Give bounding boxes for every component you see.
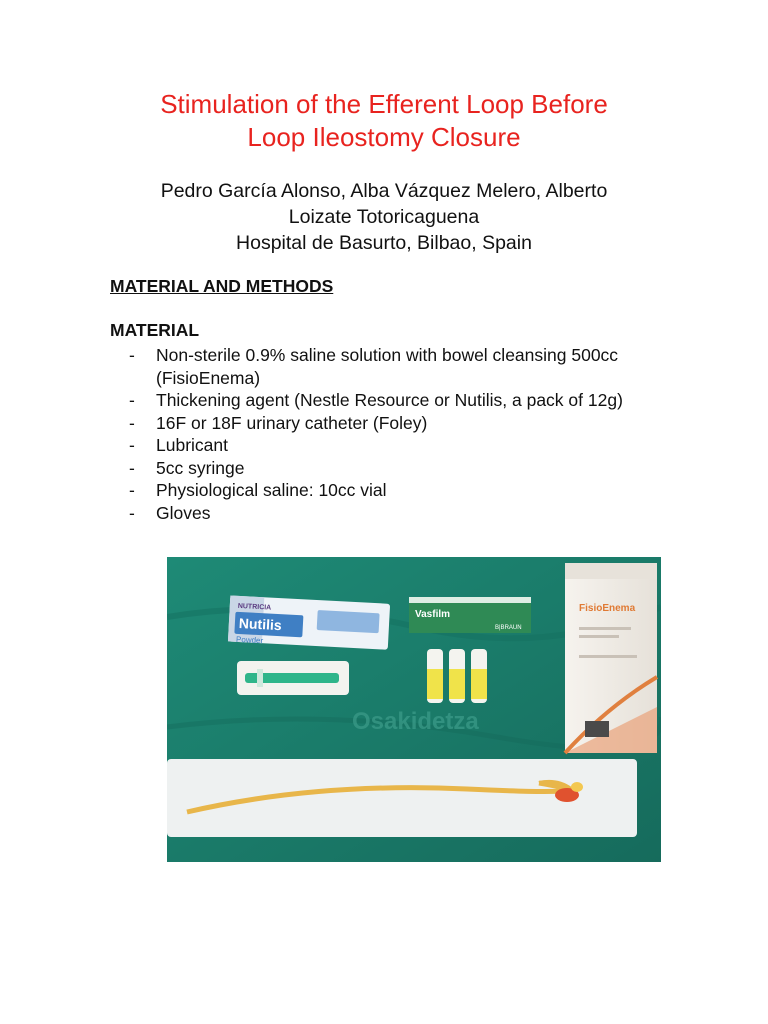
author-block <box>40 178 728 256</box>
fisioenema-box <box>565 563 657 753</box>
vasfilm-box <box>409 597 531 633</box>
list-item-text: 16F or 18F urinary catheter (Foley) <box>156 412 428 433</box>
affiliation: Hospital de Basurto, Bilbao, Spain <box>236 232 532 254</box>
authors-line-2: Loizate Totoricaguena <box>288 206 480 228</box>
list-item: - Lubricant <box>129 435 228 455</box>
list-item: - 5cc syringe <box>129 457 245 478</box>
materials-photo-illustration <box>167 557 661 862</box>
powder-label: Powder <box>235 634 264 646</box>
list-item: - 16F or 18F urinary catheter (Foley) <box>129 412 428 433</box>
materials-photo <box>167 557 661 862</box>
title-line-1: Stimulation of the Efferent Loop Before <box>160 89 608 119</box>
title-line-2: Loop Ileostomy Closure <box>247 122 521 152</box>
list-item-text: Non-sterile 0.9% saline solution with bowel cleansing 500cc (FisioEnema) <box>156 345 619 388</box>
list-item: - Physiological saline: 10cc vial <box>129 480 387 500</box>
list-item: - Thickening agent (Nestle Resource or Nutilis, a pack of 12g) <box>129 390 623 410</box>
nutricia-label: NUTRICIA <box>237 602 272 612</box>
list-item: - Non-sterile 0.9% saline solution with bowel cleansing 500cc (FisioEnema) <box>129 345 619 388</box>
braun-label: B|BRAUN <box>495 625 522 631</box>
authors-line-1: Pedro García Alonso, Alba Vázquez Melero, Alberto <box>160 180 608 202</box>
list-item-text: Physiological saline: 10cc vial <box>156 480 387 500</box>
document-title <box>40 88 728 154</box>
foley-catheter-package <box>167 759 637 837</box>
fisioenema-label: FisioEnema <box>579 603 636 614</box>
vasfilm-label: Vasfilm <box>415 609 451 620</box>
syringe-package <box>237 661 349 695</box>
material-list <box>110 344 670 524</box>
list-item: - Gloves <box>129 502 211 523</box>
nutilis-label: Nutilis <box>238 614 283 634</box>
list-item-text: Lubricant <box>156 435 228 455</box>
list-item-text: 5cc syringe <box>156 457 245 478</box>
saline-ampoules <box>427 649 487 703</box>
nutilis-packet <box>228 595 390 651</box>
osakidetza-watermark: Osakidetza <box>352 708 479 735</box>
list-item-text: Gloves <box>156 502 211 523</box>
list-item-text: Thickening agent (Nestle Resource or Nutilis, a pack of 12g) <box>156 390 623 410</box>
section-heading: MATERIAL AND METHODS <box>110 276 334 296</box>
material-heading: MATERIAL <box>110 320 200 340</box>
